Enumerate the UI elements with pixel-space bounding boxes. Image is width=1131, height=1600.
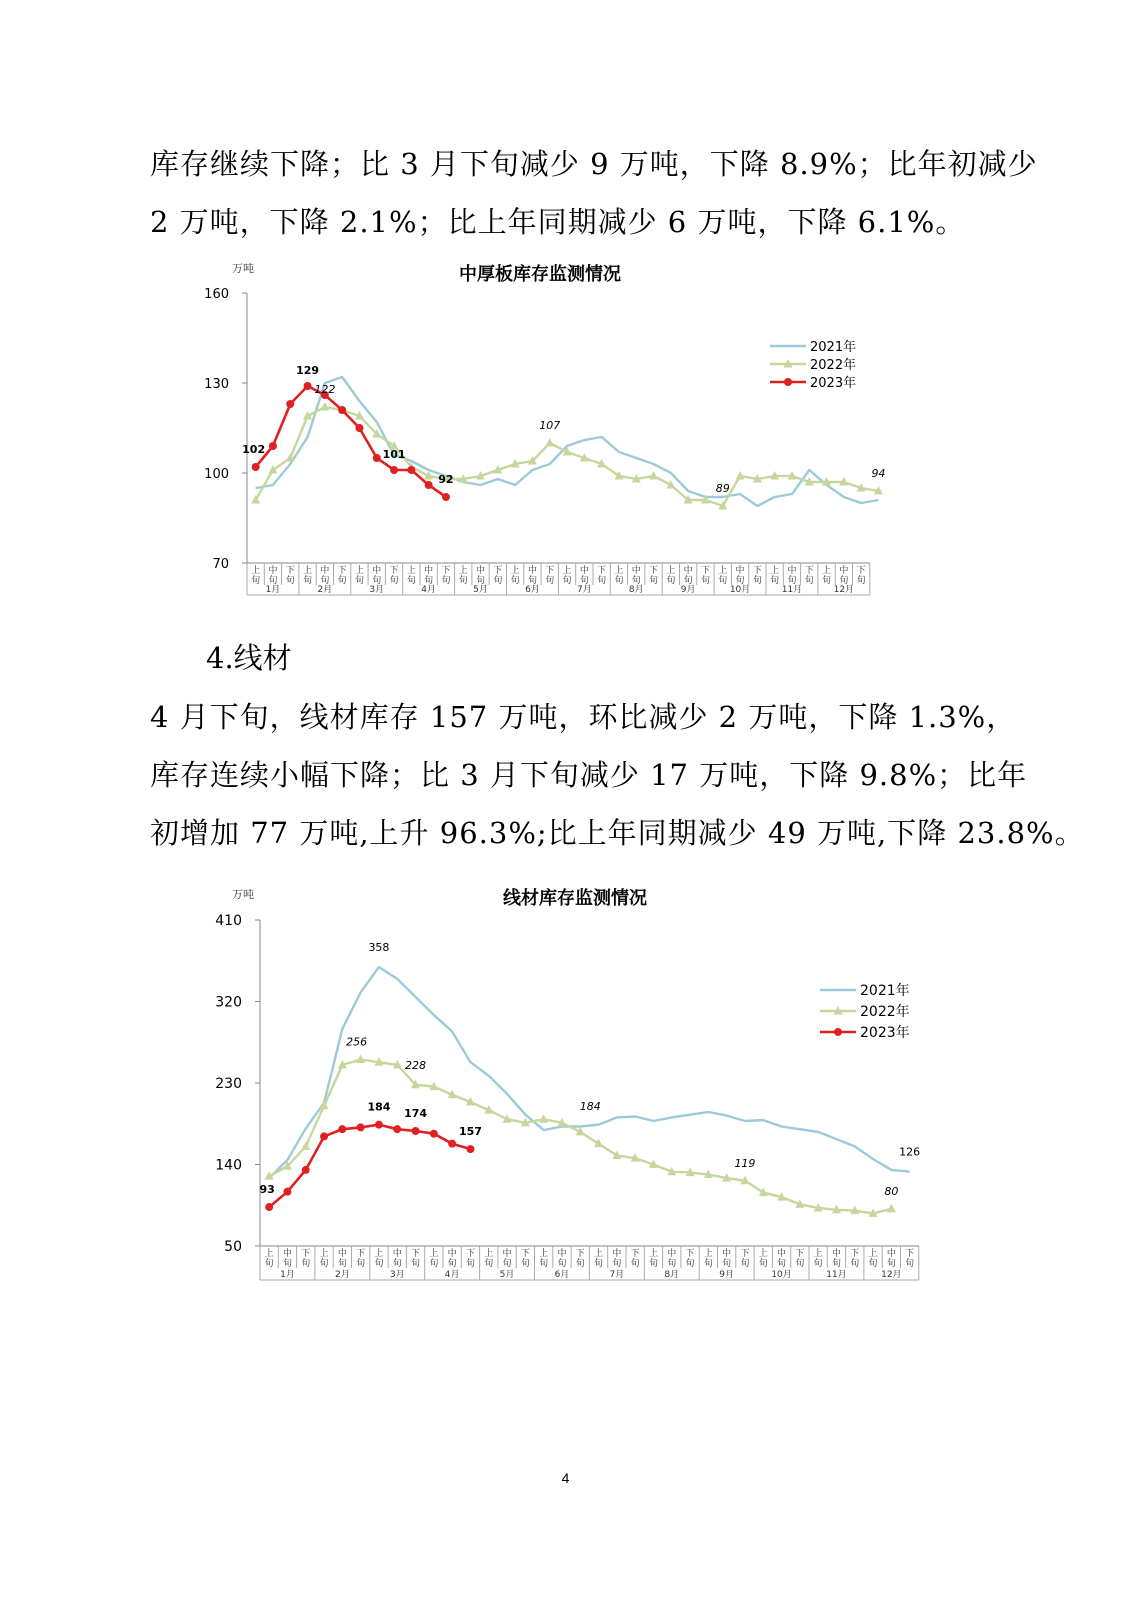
data-label: 184 — [579, 1099, 601, 1113]
legend-marker — [834, 1028, 842, 1036]
data-point — [466, 1145, 474, 1153]
x-tick-label: 上 — [813, 1249, 823, 1259]
x-tick-label: 中 — [447, 1249, 457, 1259]
text-line: 库存继续下降；比 3 月下旬减少 9 万吨，下降 8.9%；比年初减少 — [150, 147, 1038, 181]
x-tick-label: 下 — [740, 1249, 750, 1259]
x-tick-label: 上 — [510, 566, 520, 576]
month-label: 4月 — [421, 585, 437, 595]
month-label: 8月 — [628, 585, 644, 595]
section-heading: 4.线材 — [206, 641, 292, 675]
series-line-2022年 — [269, 1060, 891, 1214]
data-point — [649, 471, 658, 480]
data-label: 107 — [539, 419, 561, 432]
chart-title: 线材库存监测情况 — [503, 888, 647, 909]
data-point — [545, 438, 554, 447]
x-tick-label: 旬 — [484, 1259, 494, 1269]
data-label: 126 — [899, 1145, 921, 1159]
x-tick-label: 上 — [648, 1249, 658, 1259]
x-tick-label: 旬 — [320, 576, 330, 586]
x-tick-label: 中 — [372, 566, 382, 576]
x-tick-label: 旬 — [575, 1259, 585, 1269]
x-tick-label: 下 — [700, 566, 710, 576]
legend-label: 2021年 — [860, 983, 910, 999]
x-tick-label: 下 — [337, 566, 347, 576]
month-label: 12月 — [833, 585, 855, 595]
y-tick-label: 100 — [204, 467, 229, 482]
x-tick-label: 旬 — [795, 1259, 805, 1269]
data-point — [252, 463, 260, 471]
x-tick-label: 上 — [484, 1249, 494, 1259]
month-label: 4月 — [444, 1270, 460, 1280]
month-label: 5月 — [473, 585, 488, 595]
data-point — [887, 1204, 896, 1213]
data-point — [412, 1127, 420, 1135]
data-point — [393, 1125, 401, 1133]
x-tick-label: 旬 — [685, 1259, 695, 1269]
x-tick-label: 下 — [630, 1249, 640, 1259]
x-tick-label: 旬 — [822, 576, 832, 586]
x-tick-label: 旬 — [539, 1259, 549, 1269]
data-point — [448, 1140, 456, 1148]
legend-label: 2023年 — [810, 376, 857, 391]
data-point — [356, 1054, 365, 1063]
x-tick-label: 上 — [303, 566, 313, 576]
x-tick-label: 旬 — [447, 1259, 457, 1269]
data-label: 129 — [296, 364, 320, 377]
x-tick-label: 旬 — [301, 1259, 311, 1269]
series-line-2022年 — [256, 407, 879, 506]
x-tick-label: 旬 — [597, 576, 607, 586]
x-tick-label: 旬 — [648, 1259, 658, 1269]
y-tick-label: 70 — [212, 557, 229, 572]
x-tick-label: 下 — [520, 1249, 530, 1259]
x-tick-label: 旬 — [268, 576, 278, 586]
x-tick-label: 旬 — [285, 576, 295, 586]
month-label: 6月 — [525, 585, 540, 595]
month-label: 3月 — [389, 1270, 405, 1280]
x-tick-label: 旬 — [579, 576, 589, 586]
legend-label: 2022年 — [810, 358, 857, 373]
x-tick-label: 旬 — [424, 576, 434, 586]
x-tick-label: 上 — [703, 1249, 713, 1259]
x-tick-label: 下 — [411, 1249, 421, 1259]
month-label: 8月 — [664, 1270, 680, 1280]
data-point — [283, 1188, 291, 1196]
x-tick-label: 旬 — [303, 576, 313, 586]
data-point — [442, 493, 450, 501]
x-tick-label: 下 — [795, 1249, 805, 1259]
data-point — [320, 402, 329, 411]
x-tick-label: 中 — [557, 1249, 567, 1259]
x-tick-label: 上 — [458, 566, 468, 576]
x-tick-label: 中 — [268, 566, 278, 576]
series-line-2021年 — [269, 967, 910, 1178]
x-tick-label: 中 — [722, 1249, 732, 1259]
month-label: 2月 — [317, 585, 333, 595]
paragraph-1 — [150, 135, 1038, 251]
data-point — [539, 1114, 548, 1123]
x-tick-label: 上 — [562, 566, 572, 576]
x-tick-label: 旬 — [527, 576, 537, 586]
x-tick-label: 上 — [251, 566, 261, 576]
month-label: 3月 — [369, 585, 385, 595]
x-tick-label: 下 — [597, 566, 607, 576]
data-point — [614, 471, 623, 480]
x-tick-label: 中 — [282, 1249, 292, 1259]
month-label: 10月 — [771, 1270, 792, 1280]
y-tick-label: 140 — [215, 1157, 242, 1174]
x-tick-label: 中 — [787, 566, 797, 576]
unit-label: 万吨 — [232, 888, 254, 901]
x-tick-label: 上 — [822, 566, 832, 576]
data-label: 92 — [438, 473, 454, 486]
data-label: 256 — [346, 1035, 368, 1049]
x-tick-label: 旬 — [649, 576, 659, 586]
x-tick-label: 旬 — [722, 1259, 732, 1269]
x-tick-label: 旬 — [787, 576, 797, 586]
x-tick-label: 上 — [666, 566, 676, 576]
x-tick-label: 上 — [319, 1249, 329, 1259]
x-tick-label: 旬 — [557, 1259, 567, 1269]
x-tick-label: 上 — [614, 566, 624, 576]
data-point — [338, 1125, 346, 1133]
x-tick-label: 旬 — [630, 1259, 640, 1269]
x-tick-label: 旬 — [752, 576, 762, 586]
chart-title: 中厚板库存监测情况 — [459, 264, 621, 285]
y-tick-label: 410 — [215, 913, 242, 929]
x-tick-label: 旬 — [703, 1259, 713, 1269]
data-label: 174 — [404, 1106, 428, 1120]
x-tick-label: 上 — [758, 1249, 768, 1259]
plate-inventory-chart — [0, 258, 1131, 608]
x-tick-label: 中 — [392, 1249, 402, 1259]
x-tick-label: 上 — [264, 1249, 274, 1259]
data-point — [320, 1101, 329, 1110]
x-tick-label: 上 — [374, 1249, 384, 1259]
x-tick-label: 旬 — [510, 576, 520, 586]
data-point — [430, 1130, 438, 1138]
x-tick-label: 旬 — [683, 576, 693, 586]
x-tick-label: 旬 — [868, 1259, 878, 1269]
x-tick-label: 中 — [735, 566, 745, 576]
data-label: 119 — [734, 1156, 756, 1170]
month-label: 6月 — [554, 1270, 570, 1280]
x-tick-label: 上 — [868, 1249, 878, 1259]
y-tick-label: 230 — [215, 1076, 242, 1092]
x-tick-label: 旬 — [337, 576, 347, 586]
x-tick-label: 中 — [886, 1249, 896, 1259]
x-tick-label: 旬 — [740, 1259, 750, 1269]
data-point — [320, 1132, 328, 1140]
x-tick-label: 旬 — [502, 1259, 512, 1269]
text-line: 2 万吨，下降 2.1%；比上年同期减少 6 万吨，下降 6.1%。 — [150, 205, 966, 239]
x-tick-label: 旬 — [520, 1259, 530, 1269]
x-tick-label: 旬 — [354, 576, 364, 586]
x-tick-label: 下 — [441, 566, 451, 576]
x-tick-label: 旬 — [411, 1259, 421, 1269]
paragraph-2 — [150, 688, 1085, 862]
month-label: 1月 — [280, 1270, 295, 1280]
x-tick-label: 旬 — [667, 1259, 677, 1269]
month-label: 10月 — [729, 585, 751, 595]
x-tick-label: 旬 — [614, 576, 624, 586]
x-tick-label: 旬 — [562, 576, 572, 586]
text-line: 初增加 77 万吨,上升 96.3%;比上年同期减少 49 万吨,下降 23.8%。 — [150, 816, 1085, 850]
series-line-2021年 — [256, 377, 879, 506]
x-tick-label: 旬 — [594, 1259, 604, 1269]
data-label: 102 — [242, 443, 266, 456]
data-label: 101 — [382, 448, 406, 461]
month-label: 5月 — [499, 1270, 515, 1280]
data-point — [736, 471, 745, 480]
x-tick-label: 中 — [667, 1249, 677, 1259]
y-tick-label: 320 — [215, 994, 242, 1011]
x-tick-label: 旬 — [372, 576, 382, 586]
x-tick-label: 下 — [493, 566, 503, 576]
x-tick-label: 中 — [424, 566, 434, 576]
x-tick-label: 下 — [575, 1249, 585, 1259]
x-tick-label: 旬 — [493, 576, 503, 586]
x-tick-label: 旬 — [735, 576, 745, 586]
x-tick-label: 上 — [354, 566, 364, 576]
data-point — [355, 424, 363, 432]
x-tick-label: 旬 — [831, 1259, 841, 1269]
data-label: 157 — [458, 1125, 482, 1139]
legend-marker — [784, 378, 792, 386]
x-tick-label: 旬 — [337, 1259, 347, 1269]
x-tick-label: 上 — [718, 566, 728, 576]
x-tick-label: 旬 — [813, 1259, 823, 1269]
month-label: 1月 — [265, 585, 281, 595]
x-tick-label: 旬 — [850, 1259, 860, 1269]
data-label: 228 — [405, 1058, 427, 1072]
month-label: 7月 — [609, 1270, 625, 1280]
x-tick-label: 旬 — [631, 576, 641, 586]
month-label: 9月 — [680, 585, 696, 595]
data-point — [375, 1121, 383, 1129]
x-tick-label: 上 — [406, 566, 416, 576]
month-label: 11月 — [826, 1270, 847, 1280]
page-number: 4 — [561, 1470, 570, 1486]
x-tick-label: 旬 — [264, 1259, 274, 1269]
data-point — [269, 442, 277, 450]
x-tick-label: 中 — [831, 1249, 841, 1259]
x-tick-label: 旬 — [770, 576, 780, 586]
legend-label: 2021年 — [810, 340, 857, 355]
x-tick-label: 中 — [631, 566, 641, 576]
data-point — [302, 1166, 310, 1174]
month-label: 9月 — [719, 1270, 735, 1280]
y-tick-label: 50 — [224, 1239, 242, 1255]
x-tick-label: 旬 — [777, 1259, 787, 1269]
x-tick-label: 上 — [539, 1249, 549, 1259]
x-tick-label: 旬 — [839, 576, 849, 586]
x-tick-label: 旬 — [718, 576, 728, 586]
x-tick-label: 中 — [612, 1249, 622, 1259]
x-tick-label: 下 — [285, 566, 295, 576]
x-tick-label: 下 — [389, 566, 399, 576]
x-tick-label: 旬 — [319, 1259, 329, 1269]
x-tick-label: 旬 — [700, 576, 710, 586]
x-tick-label: 旬 — [406, 576, 416, 586]
x-tick-label: 旬 — [886, 1259, 896, 1269]
x-tick-label: 上 — [770, 566, 780, 576]
y-tick-label: 130 — [204, 377, 229, 392]
x-tick-label: 旬 — [905, 1259, 915, 1269]
series-line-2023年 — [269, 1125, 470, 1207]
data-point — [425, 481, 433, 489]
data-point — [286, 400, 294, 408]
x-tick-label: 中 — [839, 566, 849, 576]
x-tick-label: 中 — [777, 1249, 787, 1259]
data-point — [407, 466, 415, 474]
x-tick-label: 旬 — [612, 1259, 622, 1269]
text-line: 4 月下旬，线材库存 157 万吨，环比减少 2 万吨，下降 1.3%， — [150, 700, 1017, 734]
x-tick-label: 中 — [320, 566, 330, 576]
x-tick-label: 下 — [804, 566, 814, 576]
data-point — [304, 382, 312, 390]
x-tick-label: 下 — [545, 566, 555, 576]
month-label: 2月 — [334, 1270, 350, 1280]
x-tick-label: 中 — [502, 1249, 512, 1259]
legend-label: 2022年 — [860, 1004, 910, 1020]
x-tick-label: 旬 — [804, 576, 814, 586]
x-tick-label: 中 — [579, 566, 589, 576]
data-label: 80 — [884, 1184, 899, 1198]
x-tick-label: 旬 — [666, 576, 676, 586]
x-tick-label: 上 — [594, 1249, 604, 1259]
month-label: 7月 — [576, 585, 592, 595]
x-tick-label: 中 — [476, 566, 486, 576]
month-label: 11月 — [781, 585, 803, 595]
x-tick-label: 旬 — [758, 1259, 768, 1269]
data-point — [338, 406, 346, 414]
data-point — [357, 1123, 365, 1131]
data-label: 122 — [314, 383, 336, 396]
x-tick-label: 旬 — [356, 1259, 366, 1269]
wire-rod-inventory-chart — [0, 880, 1131, 1290]
x-tick-label: 旬 — [392, 1259, 402, 1269]
x-tick-label: 下 — [850, 1249, 860, 1259]
data-point — [390, 466, 398, 474]
data-point — [301, 1141, 310, 1150]
x-tick-label: 旬 — [458, 576, 468, 586]
unit-label: 万吨 — [232, 262, 254, 275]
data-label: 93 — [259, 1183, 275, 1197]
x-tick-label: 下 — [465, 1249, 475, 1259]
x-tick-label: 中 — [683, 566, 693, 576]
x-tick-label: 下 — [356, 1249, 366, 1259]
x-tick-label: 旬 — [856, 576, 866, 586]
data-label: 89 — [715, 482, 730, 495]
series-line-2023年 — [256, 386, 446, 497]
data-label: 94 — [871, 467, 886, 480]
x-tick-label: 旬 — [441, 576, 451, 586]
x-tick-label: 中 — [337, 1249, 347, 1259]
x-tick-label: 旬 — [374, 1259, 384, 1269]
x-tick-label: 下 — [685, 1249, 695, 1259]
x-tick-label: 旬 — [282, 1259, 292, 1269]
x-tick-label: 旬 — [465, 1259, 475, 1269]
x-tick-label: 旬 — [429, 1259, 439, 1269]
data-label: 358 — [368, 941, 390, 955]
x-tick-label: 下 — [649, 566, 659, 576]
text-line: 库存连续小幅下降；比 3 月下旬减少 17 万吨，下降 9.8%；比年 — [150, 758, 1028, 792]
x-tick-label: 下 — [301, 1249, 311, 1259]
x-tick-label: 上 — [429, 1249, 439, 1259]
data-point — [265, 1203, 273, 1211]
x-tick-label: 旬 — [251, 576, 261, 586]
x-tick-label: 下 — [905, 1249, 915, 1259]
legend-label: 2023年 — [860, 1025, 910, 1041]
month-label: 12月 — [881, 1270, 902, 1280]
data-point — [373, 454, 381, 462]
data-label: 184 — [367, 1100, 391, 1114]
x-tick-label: 下 — [752, 566, 762, 576]
x-tick-label: 中 — [527, 566, 537, 576]
x-tick-label: 旬 — [545, 576, 555, 586]
x-tick-label: 下 — [856, 566, 866, 576]
x-tick-label: 旬 — [476, 576, 486, 586]
x-tick-label: 旬 — [389, 576, 399, 586]
y-tick-label: 160 — [204, 287, 229, 302]
